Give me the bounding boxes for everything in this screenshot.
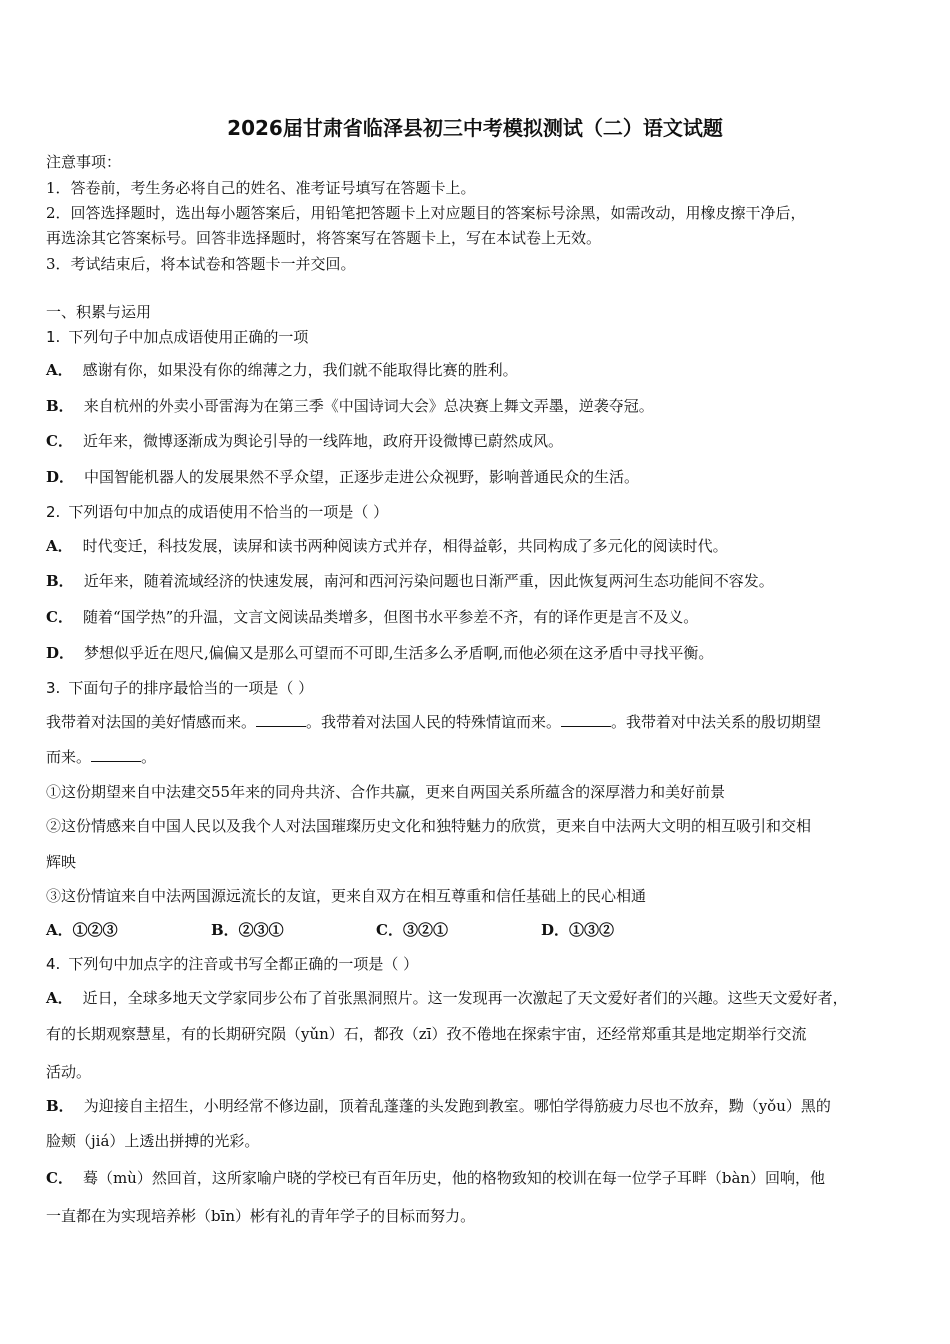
question-text: 下列句中加点字的注音或书写全都正确的一项是（ ）: [68, 955, 419, 973]
option-text: 时代变迁，科技发展，读屏和读书两种阅读方式并存，相得益彰，共同构成了多元化的阅读时代。: [82, 537, 728, 555]
q1-option-a: [46, 360, 518, 380]
choice-a: A．①②③: [46, 921, 118, 939]
passage-text: 我带着对法国的美好情感而来。: [46, 713, 257, 731]
question-4-stem: [46, 954, 418, 974]
q3-passage-line-1: [46, 712, 821, 732]
blank-line: [561, 712, 611, 727]
question-number: 4.: [46, 955, 61, 973]
q2-option-c: [46, 607, 698, 627]
question-2-stem: [46, 502, 388, 522]
q3-item-2: ②这份情感来自中国人民以及我个人对法国璀璨历史文化和独特魅力的欣赏，更来自中法两大文明的相互吸引和交相: [46, 817, 812, 835]
option-text: 为迎接自主招生，小明经常不修边副，顶着乱蓬蓬的头发跑到教室。哪怕学得筋疲力尽也不放弃，黝（yǒu）黑的: [83, 1097, 831, 1115]
question-1-stem: [46, 327, 308, 347]
passage-text: 。我带着对中法关系的殷切期望: [611, 713, 822, 731]
choice-b: B．②③①: [211, 921, 284, 939]
option-label: A．: [46, 537, 73, 555]
question-number: 1.: [46, 328, 61, 346]
passage-text: 而来。: [46, 748, 92, 766]
choice-c: C．③②①: [376, 921, 448, 939]
q4-option-c-cont: 一直都在为实现培养彬（bīn）彬有礼的青年学子的目标而努力。: [46, 1207, 476, 1225]
q3-item-1: ①这份期望来自中法建交55年来的同舟共济、合作共赢，更来自两国关系所蕴含的深厚潜力和美好前景: [46, 783, 726, 801]
option-label: A．: [46, 989, 73, 1007]
option-label: A．: [46, 361, 73, 379]
q1-option-b: [46, 396, 654, 416]
q4-option-b-cont: 脸颊（jiá）上透出拼搏的光彩。: [46, 1132, 260, 1150]
notice-item-1: 1．答卷前，考生务必将自己的姓名、准考证号填写在答题卡上。: [46, 179, 476, 197]
section-heading: 一、积累与运用: [46, 303, 152, 321]
option-label: B．: [46, 397, 74, 415]
q4-option-a: [46, 988, 848, 1008]
question-3-stem: [46, 678, 313, 698]
q1-option-d: [46, 467, 639, 487]
option-text: 感谢有你，如果没有你的绵薄之力，我们就不能取得比赛的胜利。: [82, 361, 518, 379]
blank-line: [256, 712, 306, 727]
option-text: 来自杭州的外卖小哥雷海为在第三季《中国诗词大会》总决赛上舞文弄墨，逆袭夺冠。: [83, 397, 654, 415]
q4-option-b: [46, 1096, 831, 1116]
option-label: D．: [46, 468, 75, 486]
q2-option-b: [46, 571, 774, 591]
option-label: C．: [46, 608, 73, 626]
notice-item-2: 2．回答选择题时，选出每小题答案后，用铅笔把答题卡上对应题目的答案标号涂黑，如需改动，用橡皮擦干净后，: [46, 204, 806, 222]
q3-item-2-cont: 辉映: [46, 853, 77, 871]
option-label: D．: [46, 644, 75, 662]
option-text: 蓦（mù）然回首，这所家喻户晓的学校已有百年历史，他的格物致知的校训在每一位学子耳畔（bàn）回响，他: [82, 1169, 826, 1187]
option-text: 近日，全球多地天文学家同步公布了首张黑洞照片。这一发现再一次激起了天文爱好者们的兴趣。这些天文爱好者，: [82, 989, 848, 1007]
question-text: 下列句子中加点成语使用正确的一项: [68, 328, 309, 346]
page-title: 2026届甘肃省临泽县初三中考模拟测试（二）语文试题: [227, 116, 723, 140]
option-label: C．: [46, 1169, 73, 1187]
option-text: 中国智能机器人的发展果然不孚众望，正逐步走进公众视野，影响普通民众的生活。: [84, 468, 640, 486]
q3-passage-line-2: [46, 747, 156, 767]
option-text: 梦想似乎近在咫尺,偏偏又是那么可望而不可即,生活多么矛盾啊,而他必须在这矛盾中寻找平衡。: [84, 644, 714, 662]
q3-choices: [46, 920, 706, 940]
option-label: C．: [46, 432, 73, 450]
q3-item-3: ③这份情谊来自中法两国源远流长的友谊，更来自双方在相互尊重和信任基础上的民心相通: [46, 887, 647, 905]
q4-option-a-cont: 活动。: [46, 1063, 92, 1081]
notice-heading: 注意事项：: [46, 153, 122, 171]
option-text: 随着“国学热”的升温，文言文阅读品类增多，但图书水平参差不齐，有的译作更是言不及义。: [82, 608, 699, 626]
q4-option-c: [46, 1168, 825, 1188]
option-label: B．: [46, 1097, 74, 1115]
q2-option-d: [46, 643, 713, 663]
option-text: 近年来，随着流域经济的快速发展，南河和西河污染问题也日渐严重，因此恢复两河生态功能间不容发。: [83, 572, 774, 590]
option-label: B．: [46, 572, 74, 590]
question-text: 下面句子的排序最恰当的一项是（ ）: [68, 679, 314, 697]
option-text: 近年来，微博逐渐成为舆论引导的一线阵地，政府开设微博已蔚然成风。: [82, 432, 563, 450]
passage-text: 。我带着对法国人民的特殊情谊而来。: [306, 713, 562, 731]
question-text: 下列语句中加点的成语使用不恰当的一项是（ ）: [68, 503, 389, 521]
question-number: 2.: [46, 503, 61, 521]
blank-line: [91, 747, 141, 762]
q4-option-a-cont: 有的长期观察慧星，有的长期研究陨（yǔn）石，都孜（zī）孜不倦地在探索宇宙，还经常郑重其是地定期举行交流: [46, 1025, 807, 1043]
question-number: 3.: [46, 679, 61, 697]
q2-option-a: [46, 536, 728, 556]
choice-d: D．①③②: [541, 921, 615, 939]
notice-item-2-cont: 再选涂其它答案标号。回答非选择题时，将答案写在答题卡上，写在本试卷上无效。: [46, 229, 602, 247]
q1-option-c: [46, 431, 563, 451]
notice-item-3: 3．考试结束后，将本试卷和答题卡一并交回。: [46, 255, 356, 273]
passage-text: 。: [141, 748, 157, 766]
